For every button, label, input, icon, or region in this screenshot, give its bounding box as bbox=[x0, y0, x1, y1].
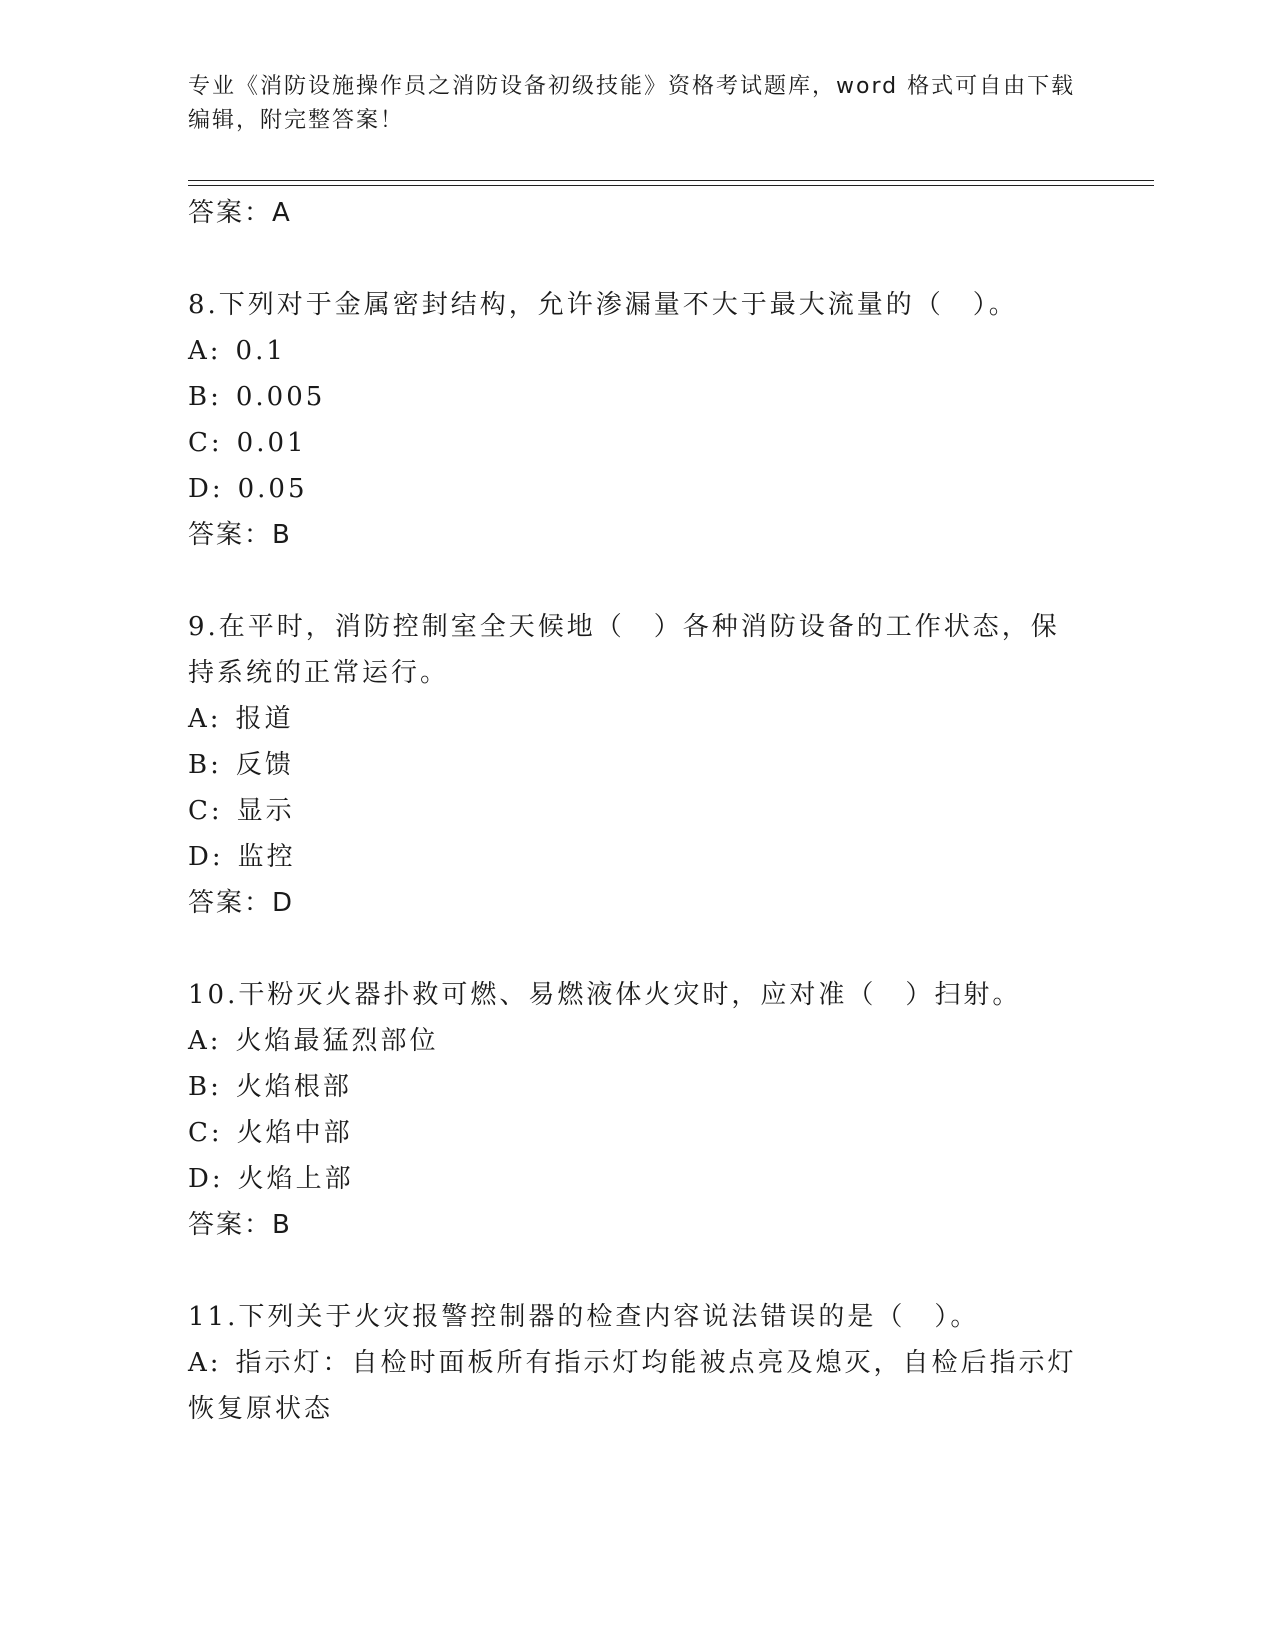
question-text: 11.下列关于火灾报警控制器的检查内容说法错误的是（ ）。 bbox=[188, 1302, 980, 1332]
question-text: 10.干粉灭火器扑救可燃、易燃液体火灾时，应对准（ ）扫射。 bbox=[188, 980, 1022, 1010]
option-key: D: bbox=[188, 1164, 224, 1194]
answer-line: 答案：B bbox=[188, 1210, 292, 1240]
option-d bbox=[188, 834, 1088, 880]
option-value: 0.05 bbox=[237, 474, 308, 504]
option-key: A: bbox=[188, 1026, 222, 1056]
header-rule-top bbox=[188, 180, 1154, 181]
option-key: C: bbox=[188, 1118, 223, 1148]
option-a bbox=[188, 696, 1088, 742]
option-key: D: bbox=[188, 842, 224, 872]
answer-line: 答案：D bbox=[188, 888, 295, 918]
option-key: B: bbox=[188, 382, 222, 412]
option-value: 0.01 bbox=[236, 428, 307, 458]
question-block bbox=[188, 282, 1088, 558]
answer-line: 答案：B bbox=[188, 520, 292, 550]
question-text: 8.下列对于金属密封结构，允许渗漏量不大于最大流量的（ ）。 bbox=[188, 290, 1018, 320]
option-key: D: bbox=[188, 474, 224, 504]
option-key: A: bbox=[188, 336, 222, 366]
option-a bbox=[188, 1018, 1088, 1064]
document-header: 专业《消防设施操作员之消防设备初级技能》资格考试题库，word 格式可自由下载编辑，附完整答案！ bbox=[188, 74, 1076, 133]
option-value: 火焰最猛烈部位 bbox=[235, 1026, 439, 1056]
option-value: 监控 bbox=[237, 842, 296, 872]
option-a bbox=[188, 328, 1088, 374]
option-c bbox=[188, 1110, 1088, 1156]
option-b bbox=[188, 374, 1088, 420]
option-value: 指示灯：自检时面板所有指示灯均能被点亮及熄灭，自检后指示灯恢复原状态 bbox=[188, 1348, 1077, 1424]
option-value: 显示 bbox=[236, 796, 295, 826]
option-key: C: bbox=[188, 796, 223, 826]
answer-line: 答案：A bbox=[188, 198, 292, 228]
option-value: 火焰中部 bbox=[236, 1118, 353, 1148]
option-key: A: bbox=[188, 704, 222, 734]
option-c bbox=[188, 788, 1088, 834]
option-d bbox=[188, 466, 1088, 512]
option-value: 反馈 bbox=[235, 750, 294, 780]
option-value: 火焰根部 bbox=[235, 1072, 352, 1102]
question-block bbox=[188, 972, 1088, 1248]
option-key: B: bbox=[188, 1072, 222, 1102]
question-text: 9.在平时，消防控制室全天候地（ ）各种消防设备的工作状态，保持系统的正常运行。 bbox=[188, 612, 1060, 688]
option-key: C: bbox=[188, 428, 223, 458]
question-block bbox=[188, 1294, 1088, 1432]
question-block bbox=[188, 604, 1088, 926]
option-d bbox=[188, 1156, 1088, 1202]
question-list bbox=[188, 190, 1088, 1432]
option-value: 火焰上部 bbox=[237, 1164, 354, 1194]
option-c bbox=[188, 420, 1088, 466]
option-a bbox=[188, 1340, 1088, 1432]
option-b bbox=[188, 1064, 1088, 1110]
option-value: 报道 bbox=[235, 704, 294, 734]
option-key: A: bbox=[188, 1348, 222, 1378]
option-value: 0.005 bbox=[235, 382, 326, 412]
option-value: 0.1 bbox=[235, 336, 286, 366]
header-rule-bottom bbox=[188, 185, 1154, 186]
option-b bbox=[188, 742, 1088, 788]
option-key: B: bbox=[188, 750, 222, 780]
